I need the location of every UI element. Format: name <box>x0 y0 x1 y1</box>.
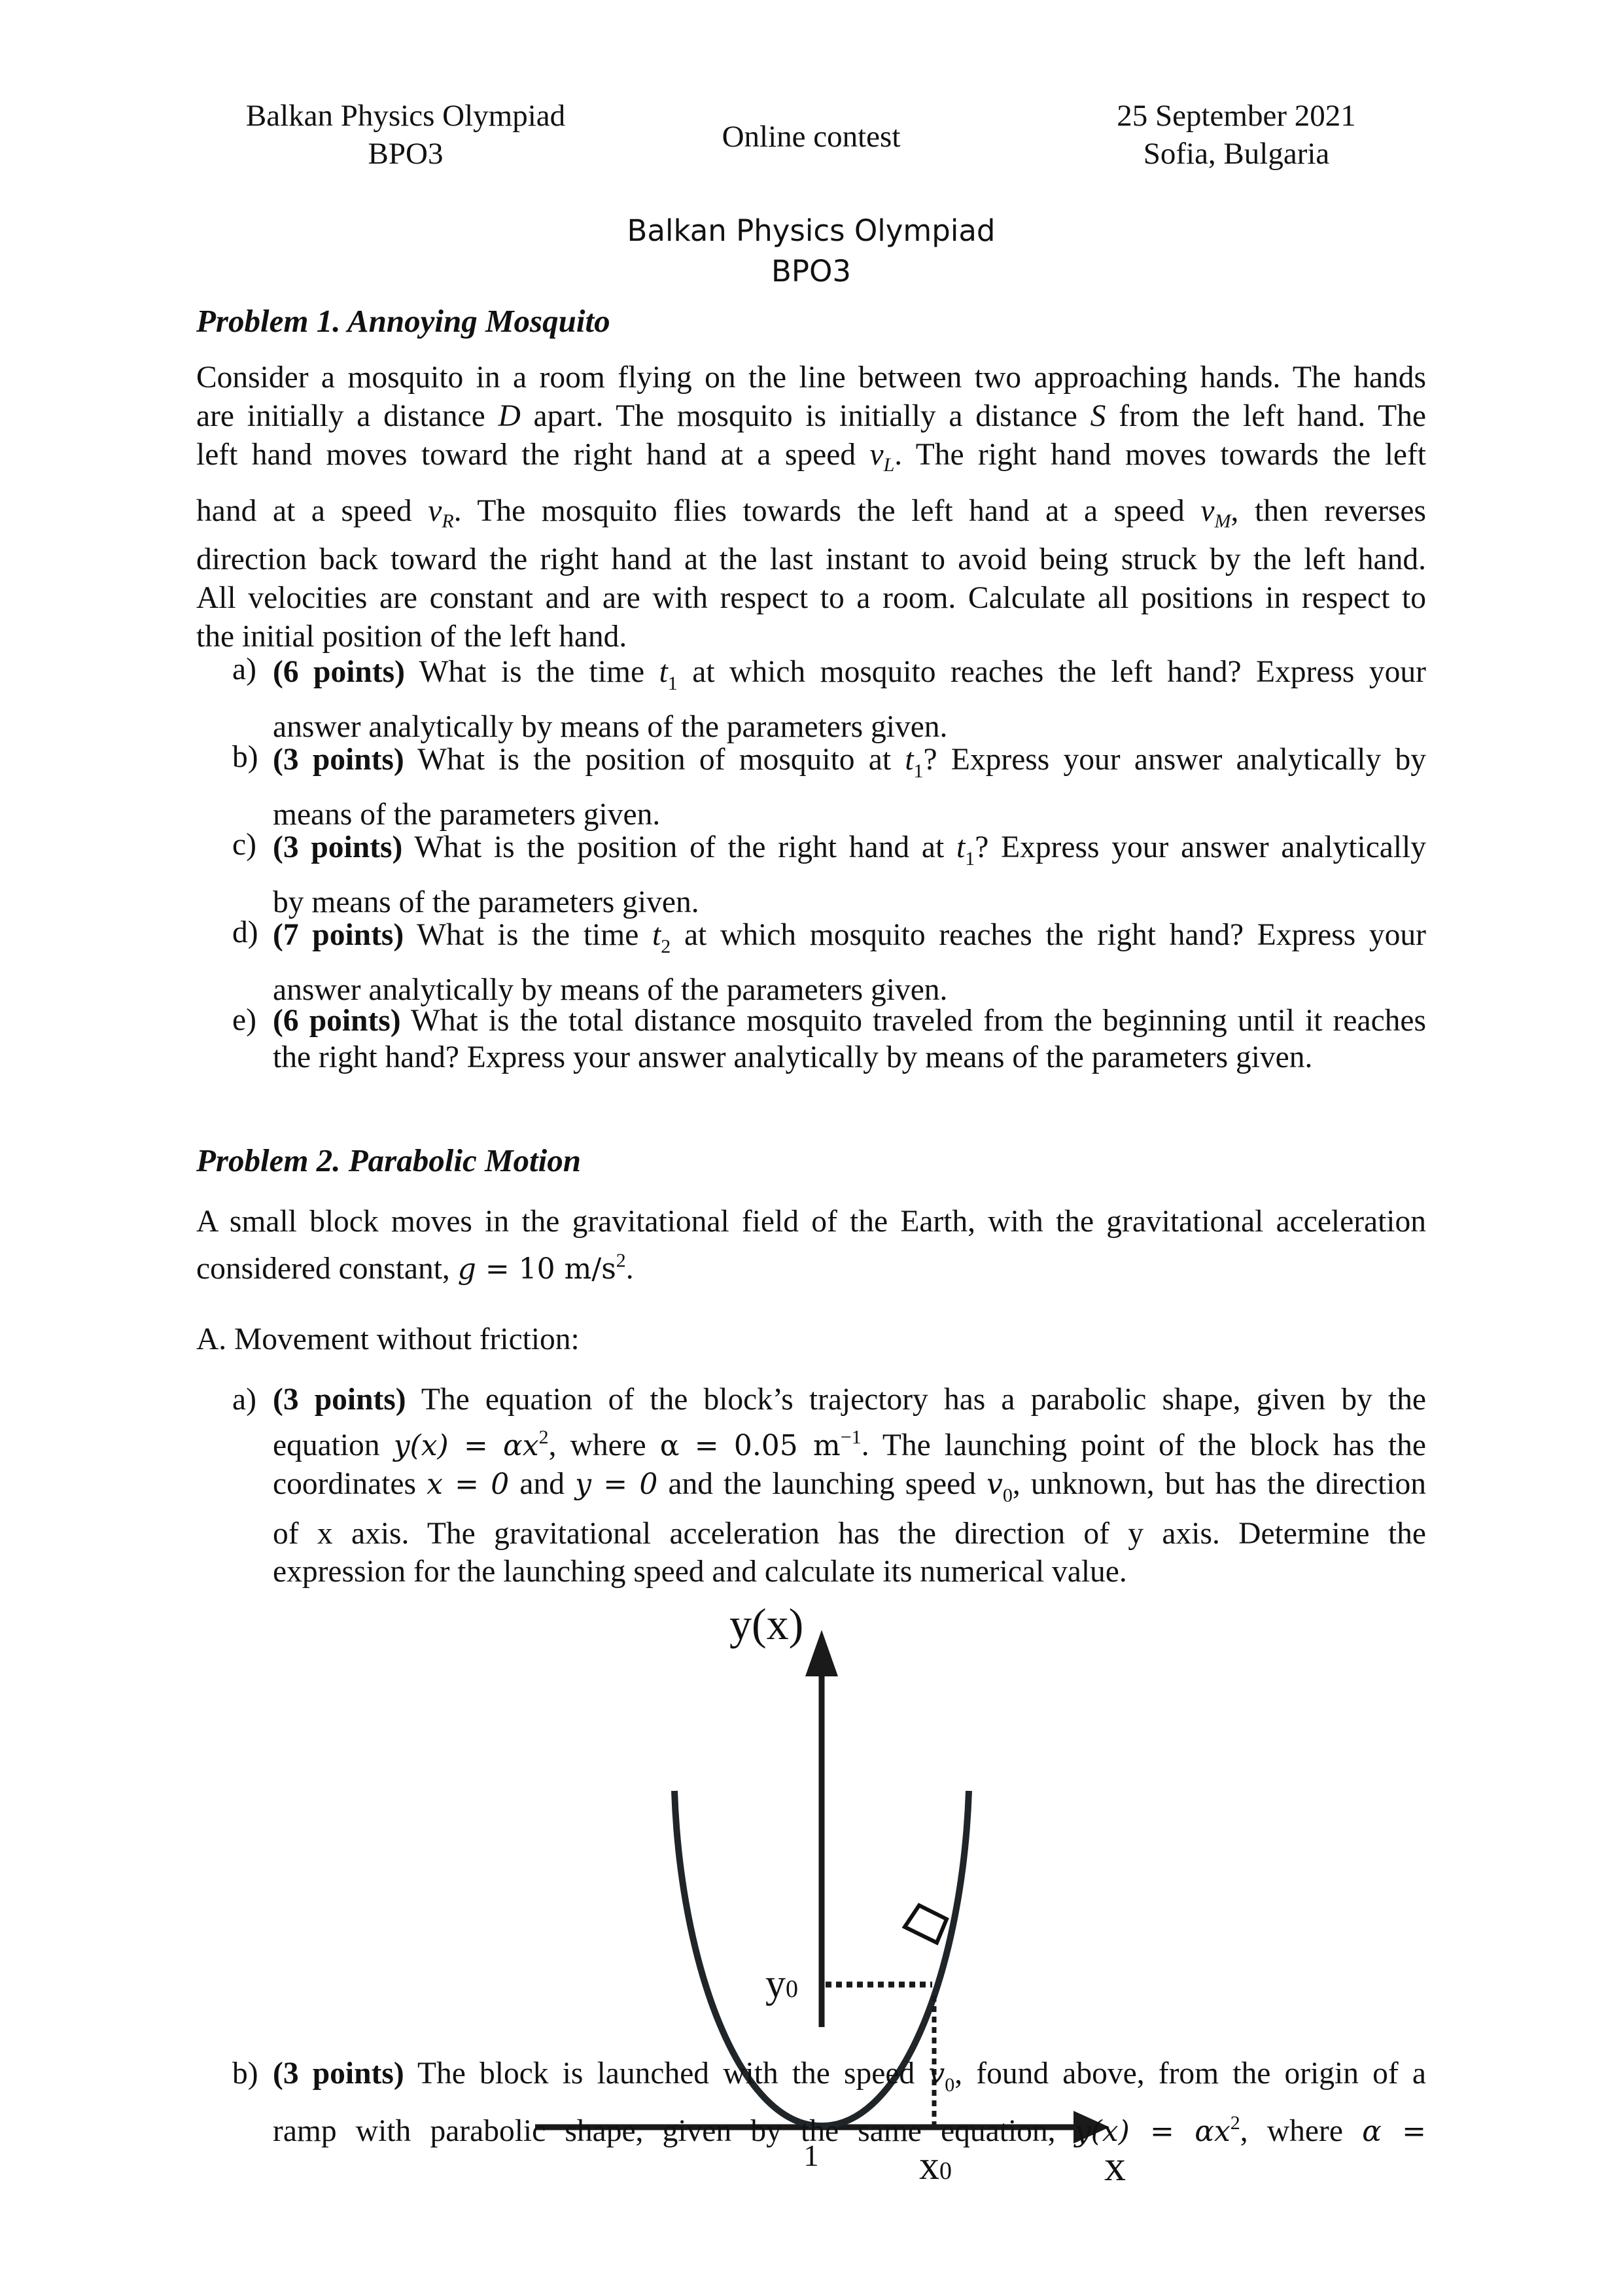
intro-line: the initial position of the left hand. <box>196 620 627 654</box>
points: (3 points) <box>273 830 403 864</box>
question-label: a) <box>232 1383 256 1417</box>
contest-location: Sofia, Bulgaria <box>1143 137 1330 171</box>
x-axis-label: x <box>1104 2142 1126 2190</box>
header-right <box>1047 97 1426 173</box>
question-label: a) <box>232 652 256 686</box>
problem-2-intro: A small block moves in the gravitational field of the Earth, with the gravitational acceleration considered constant, g = 10 $m/s^2$. <box>196 1205 1426 1286</box>
y-axis-label: y(x) <box>729 1599 804 1649</box>
var-vM: $v_M$ <box>1200 494 1231 532</box>
question-label: e) <box>232 1003 256 1037</box>
var-S: S <box>1090 399 1106 433</box>
question-label: d) <box>232 915 258 949</box>
title-line-1: Balkan Physics Olympiad <box>627 213 996 248</box>
olympiad-code: BPO3 <box>368 137 444 171</box>
intro-line: Consider a mosquito in a room flying on the line between two approaching hands. The hands <box>196 361 1426 395</box>
intro-line: left hand moves toward the right hand at a speed $v_L$. The right hand moves towards the left <box>196 438 1426 476</box>
points: (3 points) <box>273 2057 404 2091</box>
page-number: 1 <box>803 2139 819 2173</box>
var-vR: $v_R$ <box>428 494 454 532</box>
title-line-2: BPO3 <box>771 254 852 289</box>
intro-line: direction back toward the right hand at the last instant to avoid being struck by the left hand. <box>196 542 1426 576</box>
problem-1-heading: Problem 1. Annoying Mosquito <box>196 303 610 339</box>
block-square <box>905 1905 947 1943</box>
points: (6 points) <box>273 1004 401 1038</box>
contest-type: Online contest <box>722 120 901 154</box>
parabola-diagram <box>510 1570 1164 2190</box>
points: (7 points) <box>273 918 404 952</box>
intro-line: All velocities are constant and are with respect to a room. Calculate all positions in respect to <box>196 581 1426 615</box>
points: (3 points) <box>273 743 404 777</box>
problem-2-heading: Problem 2. Parabolic Motion <box>196 1142 581 1178</box>
x0-label: x0 <box>919 2144 952 2188</box>
question-label: b) <box>232 740 258 774</box>
problem-1-intro <box>196 359 1426 656</box>
points: (3 points) <box>273 1383 406 1417</box>
question-label: c) <box>232 828 256 862</box>
intro-line: are initially a distance D apart. The mosquito is initially a distance S from the left hand. The <box>196 399 1427 433</box>
y-axis-arrow-icon <box>805 1630 838 1676</box>
header-left <box>216 97 595 173</box>
section-a-heading: A. Movement without friction: <box>196 1322 580 1356</box>
var-vL: $v_L$ <box>869 438 895 476</box>
intro-line: hand at a speed $v_R$. The mosquito flies towards the left hand at a speed $v_M$, then reverses <box>196 494 1426 532</box>
var-D: D <box>498 399 521 433</box>
header-center <box>654 118 968 156</box>
olympiad-name: Balkan Physics Olympiad <box>245 99 566 133</box>
points: (6 points) <box>273 655 405 689</box>
document-title <box>550 211 1073 292</box>
question-label: b) <box>232 2057 258 2091</box>
contest-date: 25 September 2021 <box>1117 99 1356 133</box>
y0-label: y0 <box>765 1962 798 2006</box>
